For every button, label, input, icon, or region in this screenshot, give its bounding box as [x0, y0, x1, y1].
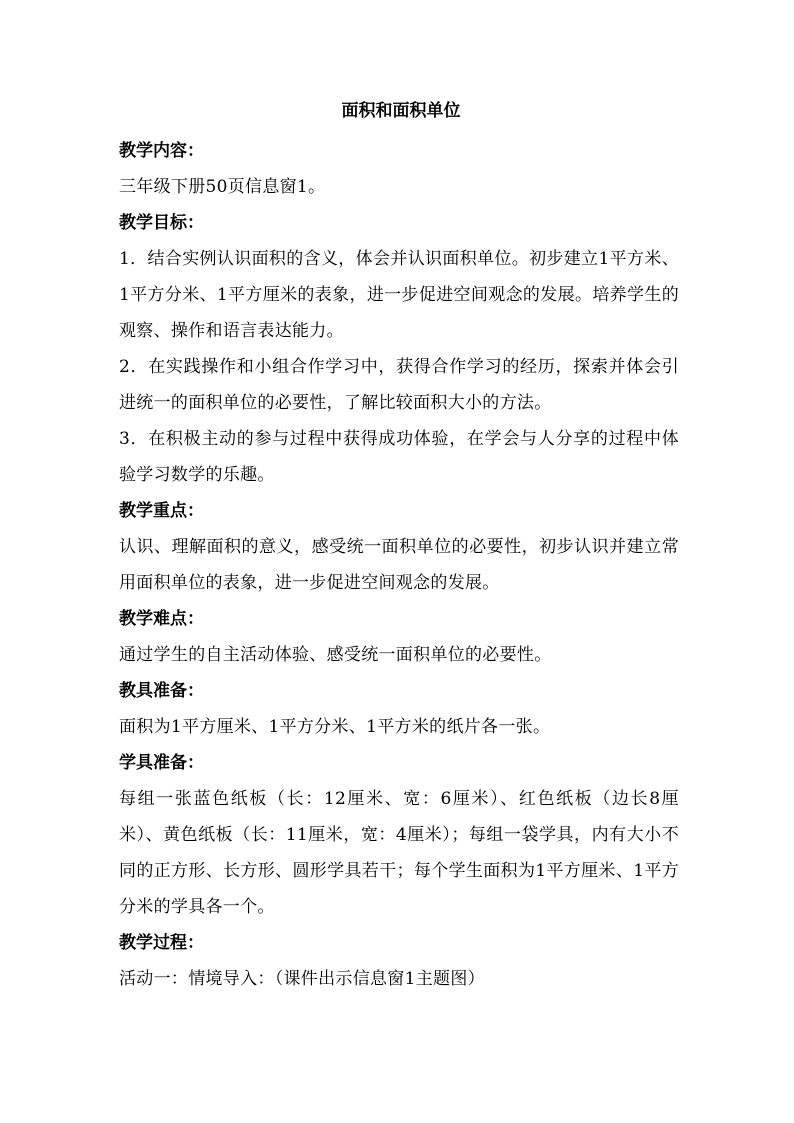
section-heading-key-points: 教学重点： — [119, 501, 204, 521]
content-paragraph: 三年级下册50页信息窗1。 — [119, 177, 326, 197]
document-title: 面积和面积单位 — [341, 101, 461, 121]
difficulties-paragraph: 通过学生的自主活动体验、感受统一面积单位的必要性。 — [119, 645, 552, 665]
document-page — [119, 96, 679, 997]
objective-paragraph-2: 2．在实践操作和小组合作学习中，获得合作学习的经历，探索并体会引进统一的面积单位的必要性，了解比较面积大小的方法。 — [119, 357, 679, 413]
section-heading-difficulties: 教学难点： — [119, 609, 204, 629]
objective-paragraph-1: 1．结合实例认识面积的含义，体会并认识面积单位。初步建立1平方米、1平方分米、1平方厘米的表象，进一步促进空间观念的发展。培养学生的观察、操作和语言表达能力。 — [119, 249, 679, 341]
section-heading-content: 教学内容： — [119, 141, 204, 161]
section-heading-process: 教学过程： — [119, 933, 204, 953]
learning-aids-paragraph: 每组一张蓝色纸板（长：12厘米、宽：6厘米）、红色纸板（边长8厘米）、黄色纸板（长：11厘米，宽：4厘米）；每组一袋学具，内有大小不同的正方形、长方形、圆形学具若干；每个学生面积为1平方厘米、1平方分米的学具各一个。 — [119, 789, 679, 917]
process-paragraph: 活动一：情境导入：（课件出示信息窗1主题图） — [119, 969, 485, 989]
key-points-paragraph: 认识、理解面积的意义，感受统一面积单位的必要性，初步认识并建立常用面积单位的表象，进一步促进空间观念的发展。 — [119, 537, 679, 593]
objective-paragraph-3: 3．在积极主动的参与过程中获得成功体验，在学会与人分享的过程中体验学习数学的乐趣。 — [119, 429, 679, 485]
section-heading-learning-aids: 学具准备： — [119, 753, 204, 773]
section-heading-teaching-aids: 教具准备： — [119, 681, 204, 701]
teaching-aids-paragraph: 面积为1平方厘米、1平方分米、1平方米的纸片各一张。 — [119, 717, 551, 737]
section-heading-objectives: 教学目标： — [119, 213, 204, 233]
